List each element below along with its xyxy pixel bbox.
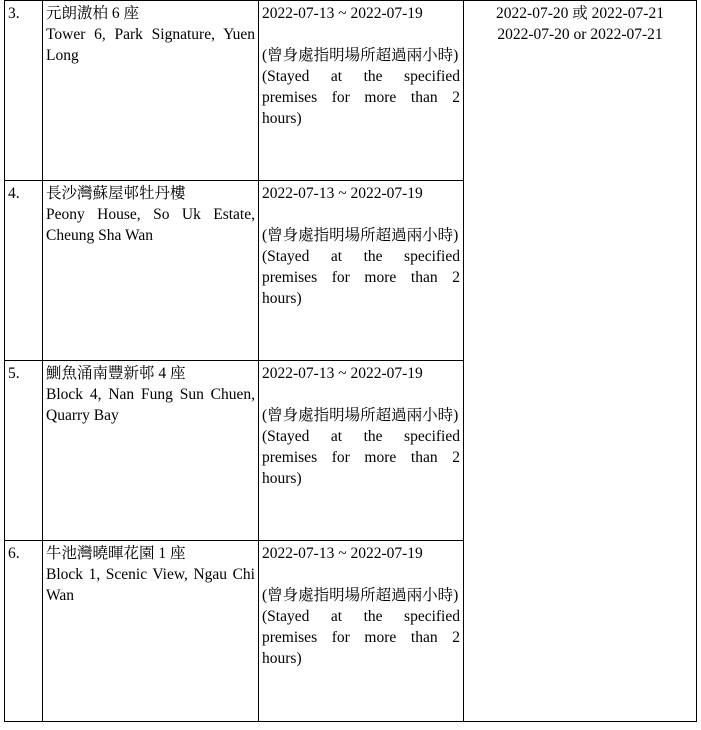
- row-number: 5.: [5, 361, 43, 541]
- note-chinese: (曾身處指明場所超過兩小時): [262, 47, 459, 64]
- note-english: (Stayed at the specified premises for more than 2 hours): [262, 428, 460, 487]
- location-cell: [43, 181, 259, 361]
- location-cell: [43, 541, 259, 722]
- date-cell: [259, 361, 464, 541]
- row-number: 4.: [5, 181, 43, 361]
- note-chinese: (曾身處指明場所超過兩小時): [262, 587, 459, 604]
- row-number: 3.: [5, 1, 43, 181]
- row-number: 6.: [5, 541, 43, 722]
- date-range: 2022-07-13 ~ 2022-07-19: [262, 545, 423, 562]
- test-date-english: 2022-07-20 or 2022-07-21: [497, 26, 663, 43]
- location-english: Block 4, Nan Fung Sun Chuen, Quarry Bay: [46, 386, 255, 424]
- date-range: 2022-07-13 ~ 2022-07-19: [262, 365, 423, 382]
- date-cell: [259, 541, 464, 722]
- test-date-chinese: 2022-07-20 或 2022-07-21: [496, 5, 664, 22]
- location-english: Block 1, Scenic View, Ngau Chi Wan: [46, 566, 255, 604]
- date-range: 2022-07-13 ~ 2022-07-19: [262, 5, 423, 22]
- date-range: 2022-07-13 ~ 2022-07-19: [262, 185, 423, 202]
- note-english: (Stayed at the specified premises for more than 2 hours): [262, 68, 460, 127]
- table-row: [5, 1, 697, 181]
- location-chinese: 鰂魚涌南豐新邨 4 座: [46, 365, 186, 382]
- date-cell: [259, 1, 464, 181]
- test-date-cell: [464, 1, 697, 722]
- note-english: (Stayed at the specified premises for more than 2 hours): [262, 248, 460, 307]
- location-cell: [43, 361, 259, 541]
- location-chinese: 元朗滶柏 6 座: [46, 5, 140, 22]
- note-chinese: (曾身處指明場所超過兩小時): [262, 407, 459, 424]
- location-english: Tower 6, Park Signature, Yuen Long: [46, 26, 255, 64]
- note-chinese: (曾身處指明場所超過兩小時): [262, 227, 459, 244]
- location-chinese: 長沙灣蘇屋邨牡丹樓: [46, 185, 186, 202]
- location-english: Peony House, So Uk Estate, Cheung Sha Wan: [46, 206, 255, 244]
- location-chinese: 牛池灣曉暉花園 1 座: [46, 545, 186, 562]
- compulsory-testing-table: [4, 0, 697, 722]
- date-cell: [259, 181, 464, 361]
- note-english: (Stayed at the specified premises for more than 2 hours): [262, 608, 460, 667]
- location-cell: [43, 1, 259, 181]
